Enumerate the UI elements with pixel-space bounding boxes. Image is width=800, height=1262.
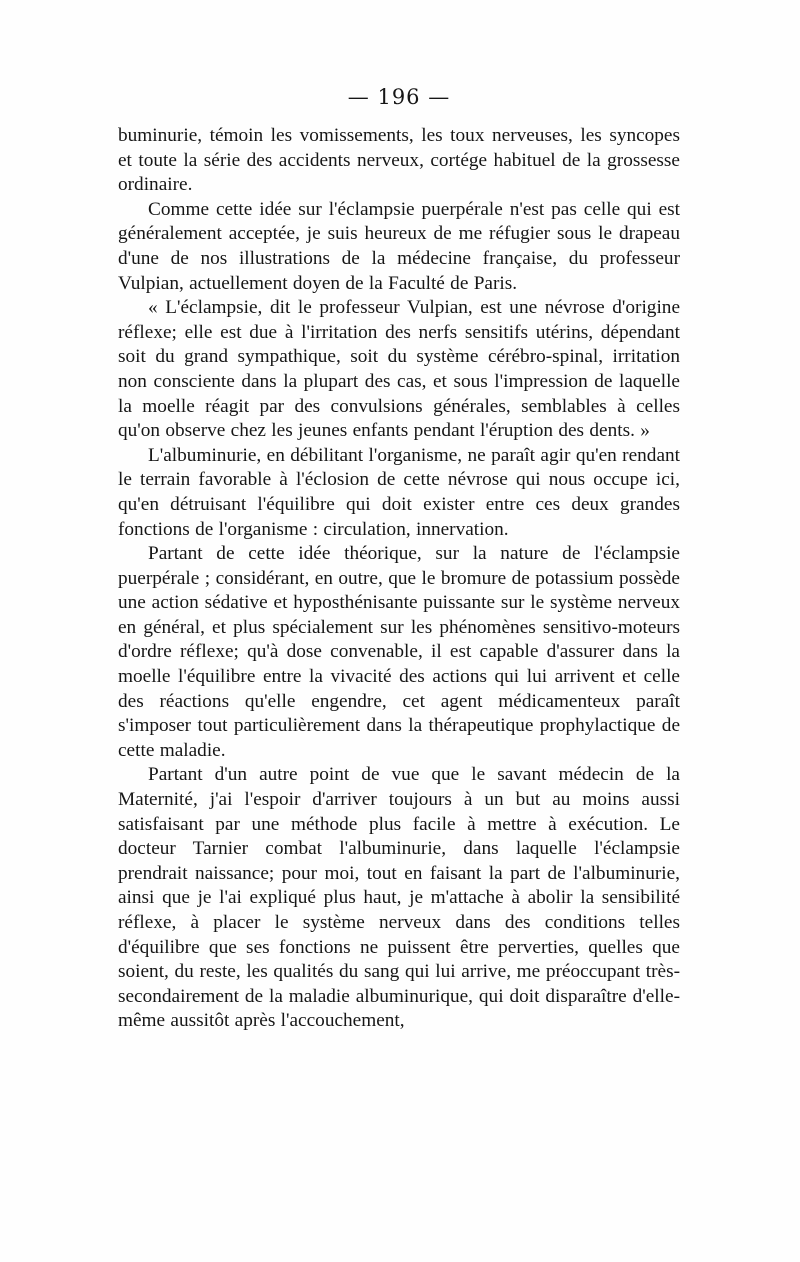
paragraph-albuminurie: L'albuminurie, en débilitant l'organisme, ne paraît agir qu'en rendant le terrain favorable à l'éclosion de cette névrose qui nous occupe ici, qu'en détruisant l'équilibre qui doit exister entre ces deux grandes fonctions de l'organisme : circulation, innervation.: [118, 444, 680, 540]
paragraph-tarnier: Partant d'un autre point de vue que le savant médecin de la Maternité, j'ai l'espoir d'arriver toujours à un but au moins aussi satisfaisant par une méthode plus facile à mettre à exécution. Le docteur Tarnier combat l'albuminurie, dans laquelle l'éclampsie prendrait naissance; pour moi, tout en faisant la part de l'albuminurie, ainsi que je l'ai expliqué plus haut, je m'attache à abolir la sensibilité réflexe, à placer le système nerveux dans des conditions telles d'équilibre que ses fonctions ne puissent être perverties, quelles que soient, du reste, les qualités du sang qui lui arrive, me préoccupant très-secondairement de la maladie albuminurique, qui doit disparaître d'elle-même aussitôt après l'accouchement,: [118, 764, 680, 1032]
paragraph-bromure: Partant de cette idée théorique, sur la nature de l'éclampsie puerpérale ; considérant, en outre, que le bromure de potassium possède une action sédative et hyposthénisante puissante sur le système nerveux en général, et plus spécialement sur les phénomènes sensitivo-moteurs d'ordre réflexe; qu'à dose convenable, il est capable d'assurer dans la moelle l'équilibre entre la vivacité des actions qui lui arrivent et celle des réactions qu'elle engendre, cet agent médicamenteux paraît s'imposer tout particulièrement dans la thérapeutique prophylactique de cette maladie.: [118, 543, 680, 761]
page-content: [118, 82, 680, 1034]
paragraph-vulpian-quote: « L'éclampsie, dit le professeur Vulpian, est une névrose d'origine réflexe; elle est due à l'irritation des nerfs sensitifs utérins, dépendant soit du grand sympathique, soit du système cérébro-spinal, irritation non consciente dans la plupart des cas, et sous l'impression de laquelle la moelle réagit par des convulsions générales, semblables à celles qu'on observe chez les jeunes enfants pendant l'éruption des dents. »: [118, 297, 680, 442]
page-number: — 196 —: [347, 85, 451, 109]
paragraph-vulpian-intro: Comme cette idée sur l'éclampsie puerpérale n'est pas celle qui est généralement acceptée, je suis heureux de me réfugier sous le drapeau d'une de nos illustrations de la médecine française, du professeur Vulpian, actuellement doyen de la Faculté de Paris.: [118, 198, 680, 294]
paragraph-continued: buminurie, témoin les vomissements, les toux nerveuses, les syncopes et toute la série des accidents nerveux, cortége habituel de la grossesse ordinaire.: [118, 125, 680, 196]
body-text: [118, 124, 680, 1034]
